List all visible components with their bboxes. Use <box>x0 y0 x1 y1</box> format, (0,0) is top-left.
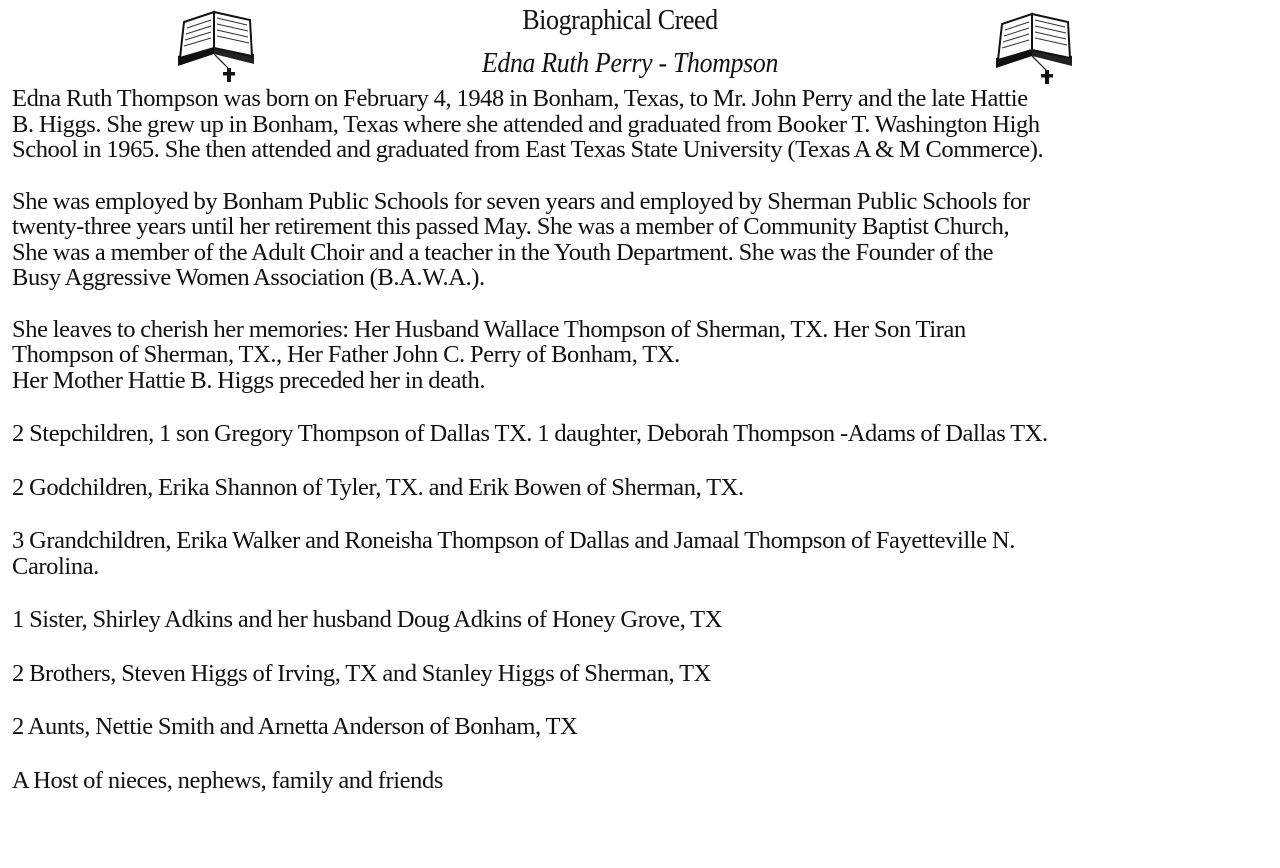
text-line: 1 Sister, Shirley Adkins and her husband Doug Adkins of Honey Grove, TX <box>12 606 722 633</box>
page-subtitle: Edna Ruth Perry - Thompson <box>481 48 779 79</box>
text-line: twenty-three years until her retirement this passed May. She was a member of Community Baptist Church, <box>12 213 1010 240</box>
text-line: 3 Grandchildren, Erika Walker and Roneisha Thompson of Dallas and Jamaal Thompson of Fayetteville N. <box>12 527 1015 554</box>
text-line: Thompson of Sherman, TX., Her Father John C. Perry of Bonham, TX. <box>12 341 680 368</box>
text-line: She was employed by Bonham Public Schools for seven years and employed by Sherman Public Schools for <box>12 187 1030 215</box>
grandchildren-paragraph <box>12 528 1274 579</box>
text-line: Carolina. <box>12 552 99 580</box>
aunts-paragraph <box>12 714 1274 740</box>
text-line: She was a member of the Adult Choir and a teacher in the Youth Department. She was the Founder of the <box>12 238 994 266</box>
text-line: Her Mother Hattie B. Higgs preceded her in death. <box>12 366 486 394</box>
survivors-paragraph <box>12 317 1274 394</box>
text-line: 2 Godchildren, Erika Shannon of Tyler, TX. and Erik Bowen of Sherman, TX. <box>12 473 744 501</box>
page-title: Biographical Creed <box>522 4 718 36</box>
birth-paragraph <box>12 86 1274 163</box>
text-line: 2 Stepchildren, 1 son Gregory Thompson of Dallas TX. 1 daughter, Deborah Thompson -Adams of Dallas TX. <box>12 420 1048 447</box>
brothers-paragraph <box>12 661 1274 687</box>
career-paragraph <box>12 189 1274 291</box>
text-line: School in 1965. She then attended and graduated from East Texas State University (Texas A & M Commerce). <box>12 136 1044 163</box>
stepchildren-paragraph <box>12 421 1274 447</box>
sister-paragraph <box>12 607 1274 633</box>
text-line: Edna Ruth Thompson was born on February 4, 1948 in Bonham, Texas, to Mr. John Perry and the late Hattie <box>12 85 1028 112</box>
text-line: B. Higgs. She grew up in Bonham, Texas where she attended and graduated from Booker T. Washington High <box>12 110 1040 138</box>
text-line: A Host of nieces, nephews, family and friends <box>12 766 443 794</box>
creed-body <box>12 86 1274 793</box>
text-line: 2 Brothers, Steven Higgs of Irving, TX and Stanley Higgs of Sherman, TX <box>12 659 711 687</box>
text-line: She leaves to cherish her memories: Her Husband Wallace Thompson of Sherman, TX. Her Son Tiran <box>12 315 966 343</box>
text-line: Busy Aggressive Women Association (B.A.W.A.). <box>12 264 485 291</box>
text-line: 2 Aunts, Nettie Smith and Arnetta Anderson of Bonham, TX <box>12 713 578 740</box>
host-paragraph <box>12 768 1274 794</box>
godchildren-paragraph <box>12 475 1274 501</box>
